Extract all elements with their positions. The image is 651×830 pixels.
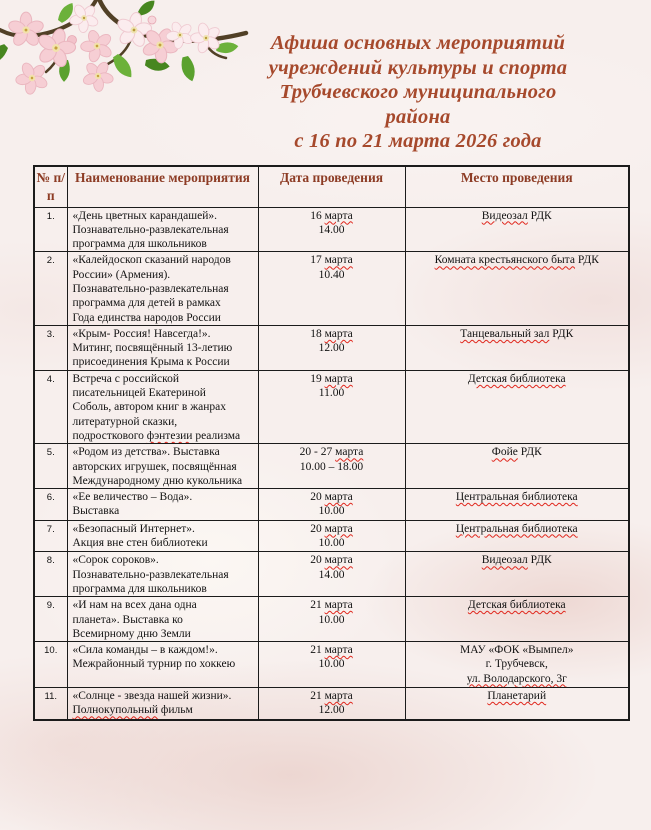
header-num: № п/п [34,166,67,207]
misspelled-text: Полнокупольный [72,704,158,717]
event-place-cell [405,552,629,597]
misspelled-text: Центральная библиотека [455,522,578,535]
table-header-row [34,166,629,207]
title-line: с 16 по 21 марта 2026 года [294,130,542,153]
cell-text: «Солнце - звезда нашей жизни». [72,690,232,702]
cell-line [73,460,256,474]
cell-line [73,613,256,627]
poster-title [216,31,620,154]
cell-text: Акция вне стен библиотеки [72,537,208,550]
event-place-cell [405,444,629,489]
cell-line [260,522,404,536]
misspelled-text: марта [324,209,353,222]
event-place-cell [405,597,629,642]
table-row [34,597,629,642]
cell-line [73,415,256,429]
event-date-cell [258,520,405,552]
cell-text: 10.40 [318,268,345,281]
cell-text: Всемирному дню Земли [72,627,191,640]
cell-line [407,598,628,612]
cell-text: подросткового [72,429,147,442]
events-table [33,165,630,721]
table-row [34,370,629,443]
cell-text: 16 [310,209,325,222]
table-row [34,252,629,325]
cell-text: 10.00 – 18.00 [299,460,364,473]
cell-line [260,536,404,550]
row-number-cell: 1. [34,207,67,252]
cell-text: 20 [310,522,325,535]
cell-line [260,568,404,582]
event-name-cell [67,325,258,370]
event-date-cell [258,252,405,325]
cell-text: писательницей Екатериной [72,387,206,400]
cell-line [73,536,256,550]
cell-text: 10.00 [318,537,345,550]
cell-line [73,474,256,488]
cell-line [73,341,256,355]
cell-line [260,223,404,237]
cell-line [73,689,256,703]
cell-line [407,553,628,567]
cell-line [260,341,404,355]
cell-text: «Безопасный Интернет». [72,522,195,535]
event-place-cell [405,325,629,370]
cell-text: 14.00 [318,568,345,581]
cell-line [260,386,404,400]
misspelled-text: Фойе [491,446,518,459]
table-row [34,489,629,521]
event-place-cell [405,520,629,552]
cell-line [73,327,256,341]
table-row [34,325,629,370]
header-name: Наименование мероприятия [67,166,258,207]
cell-text: г. Трубчевск, [485,658,548,671]
event-date-cell [258,207,405,252]
cell-text: России» (Армения). [72,268,171,281]
cell-text: литературной сказки, [72,415,178,428]
cell-text: Года единства народов России [72,311,221,324]
misspelled-text: марта [324,254,353,267]
cell-line [73,429,256,443]
cell-line [407,689,628,703]
cell-line [407,490,628,504]
cell-line [73,627,256,641]
misspelled-text: марта [335,446,364,459]
cell-line [407,327,628,341]
event-date-cell [258,370,405,443]
event-place-cell [405,370,629,443]
cell-line [407,372,628,386]
cell-line [260,268,404,282]
misspelled-text: Детская библиотека [467,372,566,385]
cell-text: фильм [158,704,193,717]
cell-line [407,657,628,671]
misspelled-text: марта [324,372,353,385]
misspelled-text: марта [324,491,353,504]
event-date-cell [258,444,405,489]
row-number-cell: 9. [34,597,67,642]
cell-line [260,703,404,717]
cell-text: 17 [310,254,325,267]
misspelled-text: Видеозал [481,554,528,567]
cell-text: программа для детей в рамках [72,297,221,310]
cell-line [407,445,628,459]
cell-line [260,490,404,504]
misspelled-text: марта [324,644,353,657]
cell-text: МАУ «ФОК «Вымпел» [459,644,574,657]
misspelled-text: марта [324,522,353,535]
cell-line [73,372,256,386]
event-date-cell [258,552,405,597]
event-date-cell [258,642,405,688]
cell-text: 10.00 [318,505,345,518]
cell-text: 12.00 [318,704,345,717]
cell-text: 10.00 [318,613,345,626]
event-place-cell [405,252,629,325]
row-number-cell: 4. [34,370,67,443]
cell-text: «День цветных карандашей». [72,209,217,222]
cell-line [73,445,256,459]
cell-line [407,672,628,686]
blossom-branch-icon [0,0,252,108]
cell-line [260,643,404,657]
event-name-cell [67,552,258,597]
cell-line [73,223,256,237]
title-line: Трубчевского муниципального [279,81,557,104]
cell-line [73,386,256,400]
misspelled-text: марта [324,690,353,702]
cell-text: «Сила команды – в каждом!». [72,644,218,657]
cell-line [73,522,256,536]
misspelled-text: марта [324,554,353,567]
cell-text: программа для школьников [72,582,207,595]
cell-text: «Сорок сороков». [72,554,159,567]
cell-text: Познавательно-развлекательная [72,568,229,581]
event-place-cell [405,642,629,688]
cell-text: 10.00 [318,658,345,671]
event-place-cell [405,207,629,252]
cell-line [73,237,256,251]
event-name-cell [67,207,258,252]
cell-text: «Ее величество – Вода». [72,491,193,504]
table-row [34,520,629,552]
table-row [34,444,629,489]
cell-text: 20 - 27 [299,446,336,459]
cell-line [260,445,404,459]
event-place-cell [405,688,629,720]
misspelled-text: марта [324,599,353,612]
cell-line [73,296,256,310]
row-number-cell: 6. [34,489,67,521]
cell-line [73,490,256,504]
row-number-cell: 5. [34,444,67,489]
cell-line [73,553,256,567]
cell-text: 18 [310,327,325,340]
misspelled-text: Видеозал [481,209,528,222]
row-number-cell: 11. [34,688,67,720]
cell-line [260,504,404,518]
cell-line [73,657,256,671]
cell-line [407,522,628,536]
cell-text: «Крым- Россия! Навсегда!». [72,327,211,340]
event-place-cell [405,489,629,521]
cell-text: 11.00 [318,387,345,400]
misspelled-text: фэнтезии [146,429,193,442]
cell-line [260,327,404,341]
cell-line [260,553,404,567]
cell-text: Познавательно-развлекательная [72,282,229,295]
cell-text: 12.00 [318,342,345,355]
cell-text: РДК [527,554,552,567]
header-place: Место проведения [405,166,629,207]
event-name-cell [67,444,258,489]
cell-line [407,643,628,657]
misspelled-text: Детская библиотека [467,599,566,612]
event-date-cell [258,325,405,370]
cell-line [73,582,256,596]
event-date-cell [258,688,405,720]
misspelled-text: Планетарий [487,690,547,702]
table-row [34,207,629,252]
row-number-cell: 3. [34,325,67,370]
cell-line [260,657,404,671]
cell-text: РДК [527,209,552,222]
cell-text: Межрайонный турнир по хоккею [72,658,236,671]
cell-text: Митинг, посвящённый 13-летию [72,342,233,355]
misspelled-text: Комната крестьянского быта [434,254,575,267]
row-number-cell: 8. [34,552,67,597]
misspelled-text: марта [324,327,353,340]
cell-line [260,460,404,474]
cell-text: 21 [310,690,325,702]
row-number-cell: 10. [34,642,67,688]
cell-line [73,703,256,717]
table-row [34,688,629,720]
cell-line [260,598,404,612]
cell-text: Соболь, автором книг в жанрах [72,401,227,414]
cell-text: 14.00 [318,223,345,236]
event-name-cell [67,252,258,325]
cell-text: РДК [549,327,574,340]
cell-text: Познавательно-развлекательная [72,223,229,236]
cell-text: 19 [310,372,325,385]
misspelled-text: Танцевальный зал [460,327,550,340]
misspelled-text: ул. Володарского, 3г [466,672,567,685]
event-name-cell [67,370,258,443]
cell-text: РДК [517,446,542,459]
cell-text: присоединения Крыма к России [72,356,230,369]
cell-text: программа для школьников [72,238,207,251]
cell-text: планета». Выставка ко [72,613,183,626]
cell-line [260,613,404,627]
cell-text: 20 [310,491,325,504]
cell-line [407,253,628,267]
cell-text: 21 [310,644,325,657]
cell-text: «Калейдоскоп сказаний народов [72,254,231,267]
cell-text: 21 [310,599,325,612]
cell-line [407,209,628,223]
title-line: района [385,105,451,128]
event-name-cell [67,597,258,642]
cell-line [260,209,404,223]
header-date: Дата проведения [258,166,405,207]
cell-text: «И нам на всех дана одна [72,599,197,612]
cell-text: «Родом из детства». Выставка [72,446,220,459]
cell-text: Встреча с российской [72,372,180,385]
cell-text: Выставка [72,505,120,518]
cell-line [260,689,404,703]
cell-line [73,598,256,612]
misspelled-text: Центральная библиотека [455,491,578,504]
title-line: учреждений культуры и спорта [268,56,568,79]
event-name-cell [67,520,258,552]
cell-line [73,400,256,414]
event-date-cell [258,597,405,642]
event-name-cell [67,642,258,688]
cell-line [260,253,404,267]
cell-line [73,568,256,582]
cell-line [73,282,256,296]
event-date-cell [258,489,405,521]
event-name-cell [67,688,258,720]
row-number-cell: 7. [34,520,67,552]
cell-line [73,643,256,657]
cell-line [260,372,404,386]
cell-line [73,209,256,223]
table-row [34,642,629,688]
cell-line [73,355,256,369]
cell-text: авторских игрушек, посвящённая [72,460,237,473]
cell-line [73,253,256,267]
cell-text: реализма [192,429,241,442]
cell-text: Международному дню кукольника [72,474,243,487]
cell-text: 20 [310,554,325,567]
cell-text: РДК [574,254,599,267]
events-table-body [34,207,629,720]
cell-line [73,268,256,282]
row-number-cell: 2. [34,252,67,325]
cell-line [73,504,256,518]
event-name-cell [67,489,258,521]
table-row [34,552,629,597]
title-line: Афиша основных мероприятий [270,32,566,54]
cell-line [73,311,256,325]
